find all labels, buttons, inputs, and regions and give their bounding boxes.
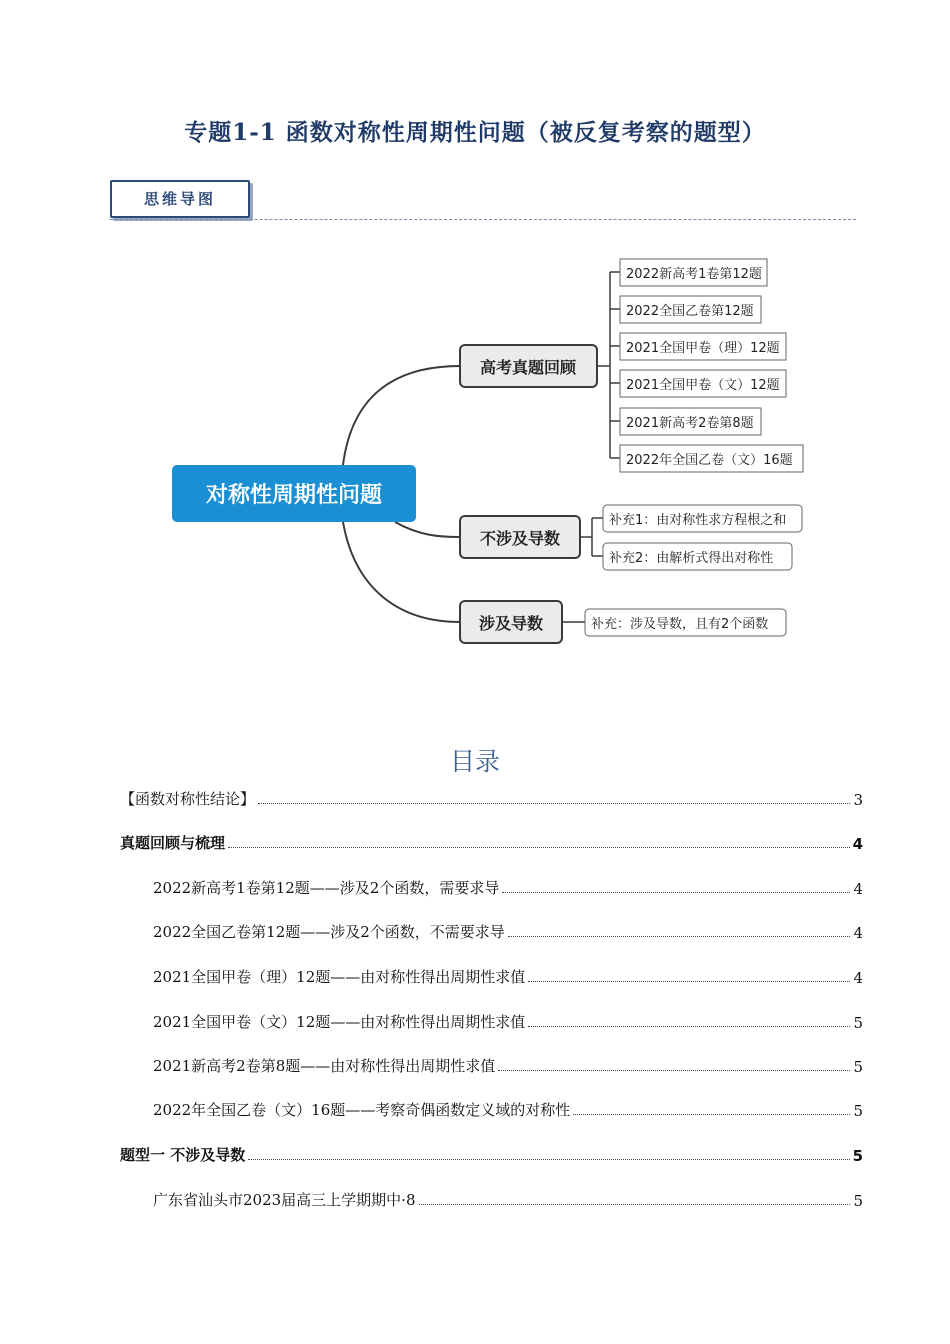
toc-entry-page: 5 bbox=[853, 1058, 863, 1076]
toc-heading: 目录 bbox=[449, 747, 500, 776]
branch-label-2: 不涉及导数 bbox=[479, 529, 561, 548]
leaf-label: 2021全国甲卷（理）12题 bbox=[626, 341, 780, 356]
toc-entry-text: 2022新高考1卷第12题——涉及2个函数，需要求导 bbox=[153, 879, 500, 897]
leaf-label: 补充：涉及导数，且有2个函数 bbox=[591, 617, 769, 632]
toc-entry[interactable] bbox=[120, 1141, 863, 1165]
toc-entry[interactable] bbox=[153, 1052, 863, 1076]
section-tag-label: 思维导图 bbox=[143, 190, 216, 208]
toc-dot-leader bbox=[508, 936, 851, 937]
toc-dot-leader bbox=[502, 892, 850, 893]
toc-entry[interactable] bbox=[120, 829, 863, 853]
toc-entry-text: 【函数对称性结论】 bbox=[120, 790, 256, 808]
mindmap-root-label: 对称性周期性问题 bbox=[205, 483, 383, 508]
toc-entry-page: 5 bbox=[853, 1014, 863, 1032]
toc-entry[interactable] bbox=[153, 1096, 863, 1120]
toc-entry-text: 2021全国甲卷（文）12题——由对称性得出周期性求值 bbox=[153, 1013, 526, 1031]
toc-entry-text: 2021全国甲卷（理）12题——由对称性得出周期性求值 bbox=[153, 968, 526, 986]
toc-entry-page: 5 bbox=[853, 1102, 863, 1120]
toc-entry-text: 2022全国乙卷第12题——涉及2个函数，不需要求导 bbox=[153, 923, 505, 941]
leaf-label: 补充2：由解析式得出对称性 bbox=[609, 551, 774, 566]
leaf-label: 2022新高考1卷第12题 bbox=[626, 267, 762, 282]
connector-branch-2 bbox=[395, 522, 460, 537]
page-title: 专题1-1 函数对称性周期性问题（被反复考察的题型） bbox=[184, 119, 766, 146]
toc-entry-page: 5 bbox=[852, 1147, 863, 1165]
branch-label-1: 高考真题回顾 bbox=[479, 358, 577, 377]
toc-entry[interactable] bbox=[153, 918, 863, 942]
toc-dot-leader bbox=[419, 1204, 851, 1205]
toc-entry-text: 题型一 不涉及导数 bbox=[120, 1146, 246, 1164]
toc-entry-text: 2021新高考2卷第8题——由对称性得出周期性求值 bbox=[153, 1057, 496, 1075]
connector-branch-1 bbox=[343, 366, 460, 465]
toc-entry[interactable] bbox=[153, 963, 863, 987]
toc-dot-leader bbox=[498, 1070, 850, 1071]
toc-entry-text: 广东省汕头市2023届高三上学期期中·8 bbox=[153, 1191, 416, 1209]
toc-entry[interactable] bbox=[153, 1008, 863, 1032]
leaf-label: 2021全国甲卷（文）12题 bbox=[626, 378, 780, 393]
leaf-label: 2021新高考2卷第8题 bbox=[626, 416, 754, 431]
toc-dot-leader bbox=[228, 847, 850, 848]
toc-entry-page: 3 bbox=[853, 791, 863, 809]
toc-entry-page: 4 bbox=[853, 880, 863, 898]
toc-entry-page: 4 bbox=[852, 835, 863, 853]
toc-dot-leader bbox=[258, 803, 850, 804]
toc-entry-text: 2022年全国乙卷（文）16题——考察奇偶函数定义域的对称性 bbox=[153, 1101, 571, 1119]
toc-entry[interactable] bbox=[153, 1186, 863, 1210]
toc-dot-leader bbox=[248, 1159, 849, 1160]
toc-dot-leader bbox=[573, 1114, 850, 1115]
toc-entry-text: 真题回顾与梳理 bbox=[120, 834, 226, 852]
toc-dot-leader bbox=[528, 1026, 850, 1027]
leaf-label: 补充1：由对称性求方程根之和 bbox=[609, 513, 787, 528]
toc-entry[interactable] bbox=[153, 874, 863, 898]
toc-dot-leader bbox=[528, 981, 850, 982]
leaf-label: 2022年全国乙卷（文）16题 bbox=[626, 453, 793, 468]
toc-entry-page: 4 bbox=[853, 969, 863, 987]
branch-label-3: 涉及导数 bbox=[478, 614, 544, 633]
toc-entry-page: 4 bbox=[853, 924, 863, 942]
toc-entry-page: 5 bbox=[853, 1192, 863, 1210]
toc-entry[interactable] bbox=[120, 785, 863, 809]
leaf-label: 2022全国乙卷第12题 bbox=[626, 304, 754, 319]
